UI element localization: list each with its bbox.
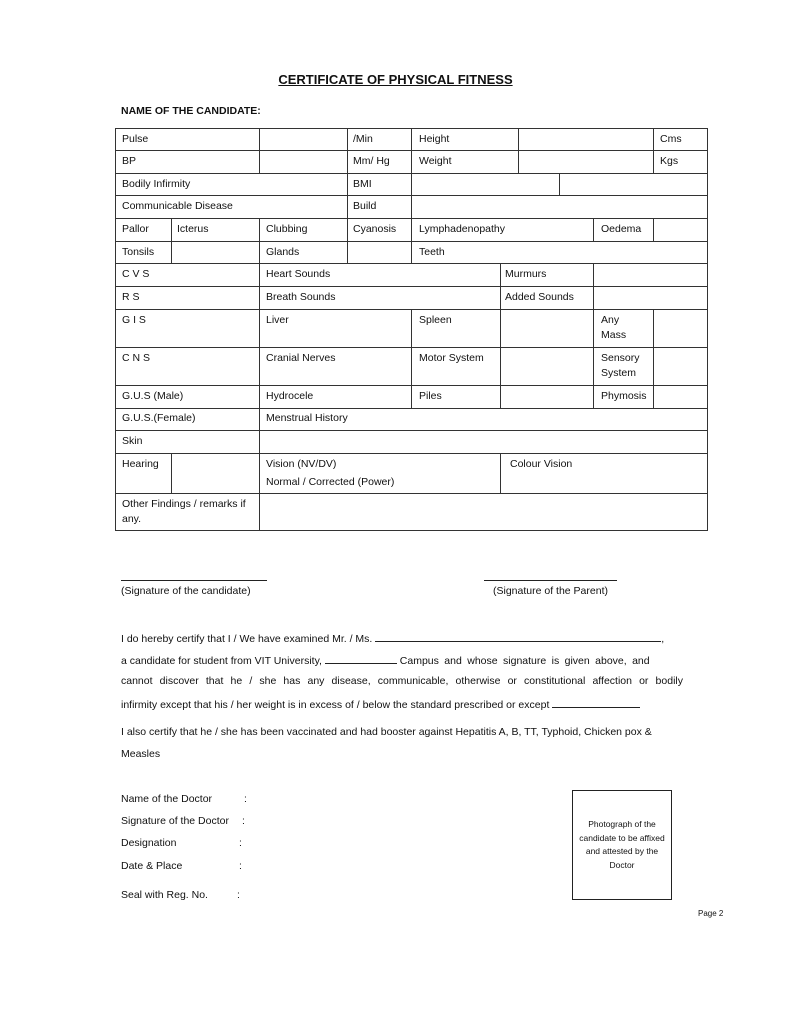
seal-colon: : <box>237 889 240 901</box>
except-blank[interactable] <box>552 697 640 708</box>
vaccination-line-2: Measles <box>121 748 161 760</box>
cms-unit: Cms <box>660 133 682 145</box>
certification-campus-text: Campus and whose signature is given above, and <box>399 655 650 667</box>
vaccination-line-1: I also certify that he / she has been vaccinated and had booster against Hepatitis A, B, TT, Typhoid, Chicken pox & <box>121 726 652 738</box>
gus-female-label: G.U.S.(Female) <box>122 412 196 424</box>
communicable-disease-label: Communicable Disease <box>122 200 233 212</box>
clubbing-label: Clubbing <box>266 223 308 235</box>
photograph-box[interactable] <box>572 790 672 900</box>
certificate-title: CERTIFICATE OF PHYSICAL FITNESS <box>278 72 513 87</box>
cyanosis-label: Cyanosis <box>353 223 397 235</box>
glands-label: Glands <box>266 246 300 258</box>
gis-label: G I S <box>122 314 146 326</box>
phymosis-label: Phymosis <box>601 390 647 402</box>
other-findings-label: Other Findings / remarks if any. <box>122 498 246 525</box>
certification-comma: , <box>661 633 665 645</box>
rs-label: R S <box>122 291 140 303</box>
date-place-colon: : <box>239 860 242 872</box>
candidate-signature-line[interactable] <box>121 580 267 581</box>
photograph-instructions: Photograph of the candidate to be affixed and attested by the Doctor <box>579 819 665 870</box>
designation-label: Designation <box>121 837 177 849</box>
vision-label: Vision (NV/DV) <box>266 458 337 470</box>
certification-line-2 <box>121 653 683 667</box>
gus-male-label: G.U.S (Male) <box>122 390 184 402</box>
added-sounds-label: Added Sounds <box>505 291 574 303</box>
examined-name-blank[interactable] <box>375 631 661 642</box>
parent-signature-line[interactable] <box>484 580 617 581</box>
murmurs-label: Murmurs <box>505 268 547 280</box>
candidate-name-label: NAME OF THE CANDIDATE: <box>121 105 261 117</box>
page-number: Page 2 <box>698 909 724 918</box>
certification-infirmity-text: infirmity except that his / her weight is in excess of / below the standard prescribed or except <box>121 699 550 711</box>
pulse-label: Pulse <box>122 133 149 145</box>
certification-line-1 <box>121 631 683 645</box>
cranial-nerves-label: Cranial Nerves <box>266 352 336 364</box>
height-label: Height <box>419 133 450 145</box>
weight-label: Weight <box>419 155 452 167</box>
tonsils-label: Tonsils <box>122 246 155 258</box>
any-mass-label: Any Mass <box>601 314 627 341</box>
colour-vision-label: Colour Vision <box>510 458 573 470</box>
heart-sounds-label: Heart Sounds <box>266 268 331 280</box>
candidate-signature-label: (Signature of the candidate) <box>121 585 251 597</box>
hearing-label: Hearing <box>122 458 159 470</box>
skin-label: Skin <box>122 435 143 447</box>
teeth-label: Teeth <box>419 246 445 258</box>
menstrual-history-label: Menstrual History <box>266 412 348 424</box>
build-label: Build <box>353 200 377 212</box>
bodily-infirmity-label: Bodily Infirmity <box>122 178 191 190</box>
seal-label: Seal with Reg. No. <box>121 889 208 901</box>
certification-line-4 <box>121 697 683 711</box>
parent-signature-label: (Signature of the Parent) <box>493 585 608 597</box>
cns-label: C N S <box>122 352 151 364</box>
icterus-label: Icterus <box>177 223 209 235</box>
doctor-name-label: Name of the Doctor <box>121 793 213 805</box>
motor-system-label: Motor System <box>419 352 484 364</box>
examination-table <box>115 128 708 531</box>
piles-label: Piles <box>419 390 442 402</box>
doctor-signature-colon: : <box>242 815 245 827</box>
cvs-label: C V S <box>122 268 150 280</box>
campus-blank[interactable] <box>325 653 397 664</box>
lymphadenopathy-label: Lymphadenopathy <box>419 223 506 235</box>
breath-sounds-label: Breath Sounds <box>266 291 336 303</box>
sensory-system-label: Sensory System <box>601 352 640 379</box>
certification-line-3: cannot discover that he / she has any disease, communicable, otherwise or constitutional affection or bodily <box>121 675 683 687</box>
mm-hg-unit: Mm/ Hg <box>353 155 390 167</box>
certification-candidate-text: a candidate for student from VIT University, <box>121 655 322 667</box>
liver-label: Liver <box>266 314 289 326</box>
per-min-unit: /Min <box>353 133 373 145</box>
certification-examined-text: I do hereby certify that I / We have examined Mr. / Ms. <box>121 633 373 645</box>
bmi-label: BMI <box>353 178 372 190</box>
hydrocele-label: Hydrocele <box>266 390 314 402</box>
oedema-label: Oedema <box>601 223 642 235</box>
vision-correction-label: Normal / Corrected (Power) <box>266 476 395 488</box>
kgs-unit: Kgs <box>660 155 679 167</box>
date-place-label: Date & Place <box>121 860 183 872</box>
doctor-name-colon: : <box>244 793 247 805</box>
spleen-label: Spleen <box>419 314 452 326</box>
pallor-label: Pallor <box>122 223 149 235</box>
bp-label: BP <box>122 155 137 167</box>
designation-colon: : <box>239 837 242 849</box>
doctor-signature-label: Signature of the Doctor <box>121 815 229 827</box>
